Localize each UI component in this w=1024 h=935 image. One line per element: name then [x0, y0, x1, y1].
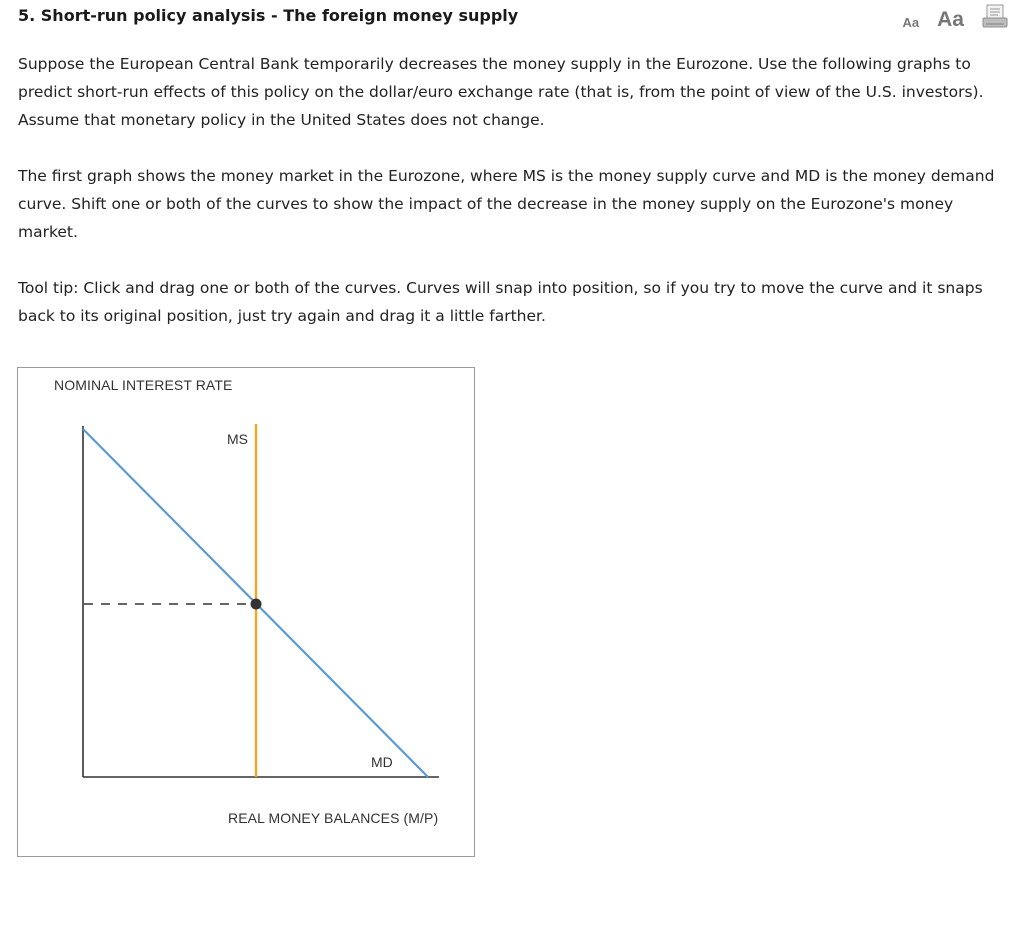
equilibrium-point [251, 599, 262, 610]
x-axis-title: REAL MONEY BALANCES (M/P) [228, 810, 439, 826]
increase-font-size-button[interactable]: Aa [937, 8, 964, 31]
toolbar [903, 4, 1008, 30]
money-market-graph [17, 367, 475, 857]
instruction-paragraph-scenario: Suppose the European Central Bank temporarily decreases the money supply in the Eurozone. Use the following graphs to predict short-run effects of this policy on the dollar/euro exchange rate (that is, from the point of view of the U.S. investors). Assume that monetary policy in the United States does not change. [18, 55, 984, 129]
ms-curve-label: MS [227, 431, 248, 447]
instruction-paragraph-tooltip: Tool tip: Click and drag one or both of the curves. Curves will snap into position, so if you try to move the curve and it snaps back to its original position, just try again and drag it a little farther. [18, 279, 983, 325]
printer-icon[interactable] [982, 4, 1008, 30]
y-axis-title: NOMINAL INTEREST RATE [54, 377, 233, 393]
instruction-paragraph-graph: The first graph shows the money market in the Eurozone, where MS is the money supply curve and MD is the money demand curve. Shift one or both of the curves to show the impact of the decrease in the money supply on the Eurozone's money market. [18, 167, 995, 241]
decrease-font-size-button[interactable]: Aa [902, 15, 920, 30]
question-title: 5. Short-run policy analysis - The foreign money supply [18, 6, 519, 25]
md-curve-label: MD [371, 754, 393, 770]
question-header [18, 4, 1008, 30]
